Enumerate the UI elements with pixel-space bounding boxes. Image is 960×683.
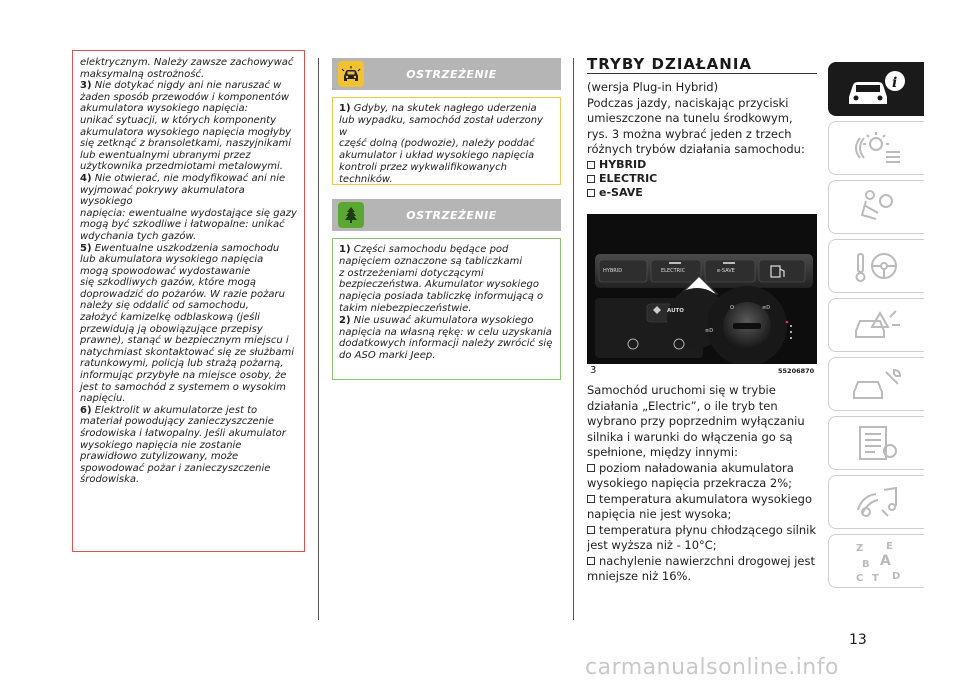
hybrid-button-label: HYBRID: [603, 268, 623, 274]
item-line: unikać sytuacji, w których komponenty: [80, 114, 276, 126]
item-line: środowiska i łatwopalny. Jeśli akumulator: [80, 428, 286, 439]
item-line: spowodować pożar i zanieczyszczenie: [80, 462, 271, 474]
intro-line: elektrycznym. Należy zawsze zachowywać: [80, 57, 294, 68]
index-letter: B: [861, 559, 870, 570]
watermark: carmanualsonline.info: [585, 655, 839, 680]
item-line: lub ewentualnymi ubranymi przez: [80, 149, 251, 161]
intro-line: rys. 3 można wybrać jeden z trzech: [587, 126, 792, 141]
item-line: dodatkowych informacji należy zwrócić się: [339, 338, 553, 350]
condition-text: temperatura płynu chłodzącego silnik: [599, 522, 816, 537]
section-intro: [587, 80, 817, 200]
item-number: 1): [339, 103, 351, 114]
item-line: napięcia posiada tabliczkę informującą o: [339, 291, 544, 303]
car-crash-icon: [338, 61, 364, 87]
para-line: spełnione, między innymi:: [587, 445, 738, 459]
document-list-icon: [842, 421, 912, 465]
section-title: TRYBY DZIAŁANIA: [587, 55, 753, 73]
checkbox-icon: [587, 495, 595, 503]
warning-header: [332, 199, 561, 231]
warning-title: OSTRZEŻENIE: [406, 67, 497, 81]
item-text: Nie otwierać, nie modyfikować ani nie: [94, 172, 286, 184]
column-divider: [318, 58, 319, 620]
steering-key-icon: [842, 244, 912, 288]
tab-starting-driving[interactable]: [828, 239, 924, 293]
mode-item: [587, 172, 817, 186]
item-line: informując przybyłe na miejsce osoby, że: [80, 370, 287, 382]
figure-code: 55206870: [778, 367, 815, 375]
item-line: lub akumulatora wysokiego napięcia: [80, 254, 264, 266]
condition-text: nachylenie nawierzchni drogowej jest: [599, 553, 816, 568]
item-line: [339, 244, 554, 256]
environment-tree-icon: [338, 202, 364, 228]
tab-technical-data[interactable]: [828, 416, 924, 470]
para-line: wybrano przy poprzednim wyłączaniu: [587, 414, 805, 428]
intro-line: maksymalną ostrożność.: [80, 68, 205, 80]
item-number: 1): [339, 244, 351, 255]
condition-item: [587, 554, 817, 570]
item-number: 3): [80, 80, 92, 92]
item-number: 6): [80, 404, 92, 416]
item-line: założyć kamizelkę odblaskową (jeśli: [80, 312, 260, 324]
item-line: część dolną (podwozie), należy poddać: [339, 138, 535, 150]
item-line: mogą być szkodliwe i łatwopalne: unikać: [80, 219, 285, 231]
intro-line: różnych trybów działania samochodu:: [587, 142, 805, 156]
item-line: akumulatora wysokiego napięcia:: [80, 103, 249, 115]
svg-text:i: i: [891, 75, 897, 91]
item-line: [80, 80, 299, 92]
multimedia-icon: [842, 480, 912, 524]
intro-line: Podczas jazdy, naciskając przyciski: [587, 95, 789, 110]
index-letter: D: [891, 571, 900, 582]
item-line: wysokiego napięcia nie zostanie: [80, 439, 242, 451]
item-line: prawidłowo zutylizowany, może: [80, 451, 239, 463]
item-line: się szkodliwych gazów, które mogą: [80, 277, 257, 289]
item-line: [80, 405, 299, 417]
item-line: doprowadzić do pożarów. W razie pożaru: [80, 288, 285, 300]
para-line: Samochód uruchomi się w trybie: [587, 383, 776, 397]
item-line: bezpieczeństwa. Akumulator wysokiego: [339, 279, 539, 291]
item-line: z ostrzeżeniami dotyczącymi: [339, 267, 484, 279]
tab-maintenance[interactable]: [828, 357, 924, 411]
item-line: prawne), stanąć w bezpiecznym miejscu i: [80, 335, 289, 347]
item-text: Części samochodu będące pod: [353, 244, 509, 255]
tab-car-info[interactable]: [828, 62, 924, 116]
warning-continuation-box: [72, 50, 305, 552]
figure-photo: [587, 214, 817, 364]
condition-line: wysokiego napięcia przekracza 2%;: [587, 476, 793, 490]
page-number: 13: [849, 632, 867, 648]
checkbox-icon: [587, 189, 595, 197]
tab-emergency[interactable]: [828, 298, 924, 352]
mode-label: ELECTRIC: [599, 171, 658, 185]
warning-box: [332, 238, 561, 380]
item-number: 5): [80, 242, 92, 254]
item-text: Elektrolit w akumulatorze jest to: [94, 404, 258, 416]
warning-title: OSTRZEŻENIE: [406, 208, 497, 222]
index-letter: C: [855, 573, 863, 584]
checkbox-icon: [587, 175, 595, 183]
mode-label: e-SAVE: [599, 185, 643, 199]
condition-text: poziom naładowania akumulatora: [599, 460, 794, 475]
item-line: ratunkowymi, policją lub strażą pożarną,: [80, 358, 284, 370]
item-line: [339, 103, 554, 115]
item-line: napięciu.: [80, 393, 126, 405]
section-body: [587, 383, 817, 585]
index-letter: A: [879, 553, 891, 569]
item-line: wdychania tych gazów.: [80, 230, 197, 242]
item-line: jest to samochód z systemem o wysokim: [80, 381, 286, 393]
car-info-icon: [839, 67, 915, 111]
column-divider: [573, 58, 574, 620]
checkbox-icon: [587, 161, 595, 169]
condition-line: mniejsze niż 16%.: [587, 569, 692, 583]
condition-text: temperatura akumulatora wysokiego: [599, 491, 813, 506]
item-text: Nie usuwać akumulatora wysokiego: [353, 314, 534, 326]
lights-icon: [842, 126, 912, 170]
item-text: Gdyby, na skutek nagłego uderzenia: [353, 103, 537, 114]
condition-line: napięcia nie jest wysoka;: [587, 507, 732, 521]
svg-text:≡D: ≡D: [705, 328, 714, 334]
alphabet-index-icon: [842, 537, 912, 585]
checkbox-icon: [587, 557, 595, 565]
warning-box: [332, 97, 561, 185]
index-letter: Z: [855, 543, 863, 554]
warning-header: [332, 58, 561, 90]
mode-item: [587, 186, 817, 200]
item-line: przewidują ją obowiązujące przepisy: [80, 323, 263, 335]
item-line: należy się oddalić od samochodu,: [80, 300, 249, 312]
para-line: silnika i warunki do włączenia go są: [587, 429, 793, 444]
item-line: akumulatora wysokiego napięcia mogłyby: [80, 126, 292, 138]
item-number: 2): [339, 314, 351, 326]
esave-button-label: e-SAVE: [717, 268, 735, 274]
checkbox-icon: [587, 464, 595, 472]
tab-safety[interactable]: [828, 180, 924, 234]
car-breakdown-icon: [842, 303, 912, 347]
item-line: środowiska.: [80, 474, 140, 486]
item-line: [80, 173, 299, 185]
figure-number: 3: [590, 365, 597, 376]
item-line: żaden sposób przewodów i komponentów: [80, 91, 290, 103]
item-line: lub wypadku, samochód został uderzony w: [339, 114, 543, 138]
item-line: akumulator i układ wysokiego napięcia: [339, 150, 535, 162]
item-line: się zetknąć z bransoletkami, naszyjnikami: [80, 138, 292, 150]
item-line: do ASO marki Jeep.: [339, 350, 436, 362]
index-letter: E: [885, 541, 893, 552]
subtitle: (wersja Plug-in Hybrid): [587, 80, 719, 94]
item-line: napięcia na własną rękę: w celu uzyskania: [339, 326, 552, 338]
mode-item: [587, 158, 817, 172]
item-line: napięcia: ewentualne wydostające się gazy: [80, 207, 297, 219]
condition-item: [587, 461, 817, 477]
condition-item: [587, 492, 817, 508]
auto-label: AUTO: [667, 308, 684, 314]
electric-button-label: ELECTRIC: [661, 268, 686, 274]
item-line: techników.: [339, 173, 393, 185]
tab-multimedia[interactable]: [828, 475, 924, 529]
item-text: Nie dotykać nigdy ani nie naruszać w: [94, 80, 282, 92]
mode-label: HYBRID: [599, 157, 647, 171]
car-wrench-icon: [842, 362, 912, 406]
condition-line: jest wyższa niż - 10°C;: [587, 538, 717, 552]
item-number: 4): [80, 172, 92, 184]
item-line: materiał powodujący zanieczyszczenie: [80, 416, 274, 428]
item-line: [339, 315, 554, 327]
tab-index[interactable]: [828, 534, 924, 588]
tab-lights[interactable]: [828, 121, 924, 175]
item-line: wyjmować pokrywy akumulatora wysokiego: [80, 184, 245, 208]
item-text: Ewentualne uszkodzenia samochodu: [94, 242, 280, 254]
checkbox-icon: [587, 526, 595, 534]
index-letter: T: [871, 573, 879, 584]
item-line: natychmiast skontaktować się ze służbami: [80, 346, 294, 358]
item-line: użytkownika przedmiotami metalowymi.: [80, 161, 283, 173]
condition-item: [587, 523, 817, 539]
seat-airbag-icon: [842, 185, 912, 229]
section-rule: [587, 73, 817, 74]
item-line: mogą spowodować wydostawanie: [80, 265, 251, 277]
para-line: działania „Electric”, o ile tryb ten: [587, 398, 778, 413]
svg-text:≡D: ≡D: [762, 305, 771, 311]
item-line: takim niebezpieczeństwie.: [339, 302, 472, 314]
item-line: napięciem oznaczone są tabliczkami: [339, 255, 523, 267]
svg-text:O: O: [730, 305, 734, 311]
item-line: [80, 243, 299, 255]
intro-line: umieszczone na tunelu środkowym,: [587, 111, 793, 125]
item-line: kontroli przez wykwalifikowanych: [339, 161, 507, 173]
